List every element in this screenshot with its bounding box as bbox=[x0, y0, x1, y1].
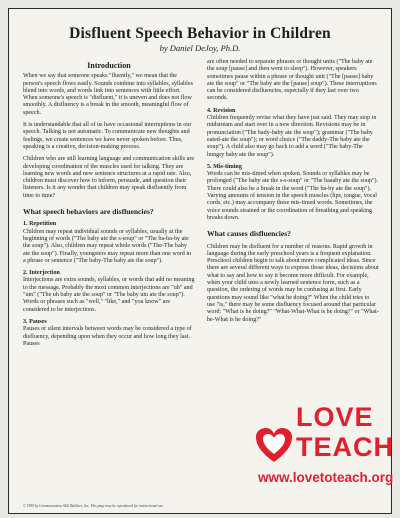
intro-paragraph-2: It is understandable that all of us have occasional interruptions in our speech. Talking is not automatic. To communicate new thoughts and feelings, we create sentences we have never spoken before. Thus, speaking is a creative, decision-making process. bbox=[23, 122, 192, 150]
intro-paragraph-3: Children who are still learning language and communication skills are developing coordination of the muscles used for talking. They are learning new words and new sentence structures at a rapid rate. Also, children must discover how to inform, persuade, and question their listeners. Is it any wonder that children may speak disfluently from time to time? bbox=[23, 156, 195, 199]
logo-url-link[interactable]: www.lovetoteach.org bbox=[258, 470, 394, 485]
author-byline: by Daniel DeJoy, Ph.D. bbox=[159, 43, 241, 53]
interjection-heading: 2. Interjection bbox=[23, 270, 60, 277]
pauses-heading: 3. Pauses bbox=[23, 318, 47, 325]
introduction-heading: Introduction bbox=[87, 61, 131, 70]
document-title: Disfluent Speech Behavior in Children bbox=[69, 25, 331, 42]
heart-icon bbox=[254, 426, 294, 466]
pauses-continued-text: are often needed to separate phrases or thought units ("The baby ate the soup [pause] and then went to sleep"). However, speakers sometimes pause within a phrase or thought unit ("The [pause] baby ate the soup" or "The baby ate the [pause] soup"). These interruptions can be considered disfluencies, especially if they last over two seconds. bbox=[207, 59, 377, 102]
love-to-teach-logo bbox=[250, 402, 394, 496]
repetition-text: Children may repeat individual sounds or syllables, usually at the beginning of words ("The baby ate the s-soup" or "The ba-ba-by ate the soup"). Also, children may repeat whole words ("The-The baby ate the soup"). Finally, youngsters may repeat more than one word in a phrase or sentence ("The baby-The baby ate the soup"). bbox=[23, 228, 192, 264]
revision-heading: 4. Revision bbox=[207, 107, 236, 114]
causes-text: Children may be disfluent for a number of reasons. Rapid growth in language during the early preschool years is a frequent explanation. Preschool children begin to talk about more complicated ideas. Since there are several different ways to express those ideas, decisions about what to say and how to say it become more difficult. For example, when your child uses a newly learned sentence form, such as a question, the ordering of words may be confusing at first. Early questions may sound like "what he doing?" When the child tries to use "is," there may be some disfluency focused around that particular word: "What is he doing?" "What-What-What is he doing?" or "What-he-What is he doing?" bbox=[207, 243, 379, 323]
disfluencies-section-heading: What speech behaviors are disfluencies? bbox=[23, 207, 154, 217]
left-column bbox=[23, 59, 195, 353]
repetition-heading: 1. Repetition bbox=[23, 221, 57, 228]
right-column bbox=[207, 59, 379, 329]
mis-timing-text: Words can be mis-timed when spoken. Sounds or syllables may be prolonged ("The baby ate the s-s-soup" or "The baaaby ate the soup"). There could also be a break in the word ("The ba-by ate the soup"). Varying amounts of tension in the speech muscles (lips, tongue, vocal cords, etc.) may accompany these mis-timed words. Sometimes, the voice sounds strained or the coordination of breathing and speaking breaks down. bbox=[207, 171, 379, 221]
interjection-text: Interjections are extra sounds, syllables, or words that add no meaning to the message. Probably the most common interjections are "uh" and "um" ("The uh baby ate the soup" or "The baby um ate the soup"). Words or phrases such as "well," "like," and "you know" are considered to be interjections. bbox=[23, 277, 195, 313]
mis-timing-heading: 5. Mis-timing bbox=[207, 163, 242, 170]
logo-teach-text: TEACH bbox=[296, 432, 394, 462]
logo-love-text: LOVE bbox=[296, 402, 374, 432]
revision-text: Children frequently revise what they have just said. They may stop in midstream and start over in a new direction. Revisions may be in pronunciation ("The bady-baby ate the soup"); grammar ("The baby eated-ate the soup"); or word choice ("The daddy-The baby ate the soup"). A child also may go back to add a word ("The baby-The hungry baby ate the soup"). bbox=[207, 115, 377, 158]
causes-section-heading: What causes disfluencies? bbox=[207, 229, 291, 239]
copyright-footer: © 1989 by Communication Skill Builders, Inc. This page may be reproduced for instructional use. bbox=[23, 504, 164, 508]
intro-paragraph-1: When we say that someone speaks "fluently," we mean that the person's speech flows easily. Sounds combine into syllables, syllables blend into words, and words link into sentences with little effort. When someone's speech is "disfluent," it is uneven and does not flow smoothly. A disfluency is a break in the smooth, meaningful flow of speech. bbox=[23, 73, 193, 116]
pauses-text: Pauses or silent intervals between words may be considered a type of disfluency, depending upon when they occur and how long they last. Pauses bbox=[23, 326, 192, 347]
